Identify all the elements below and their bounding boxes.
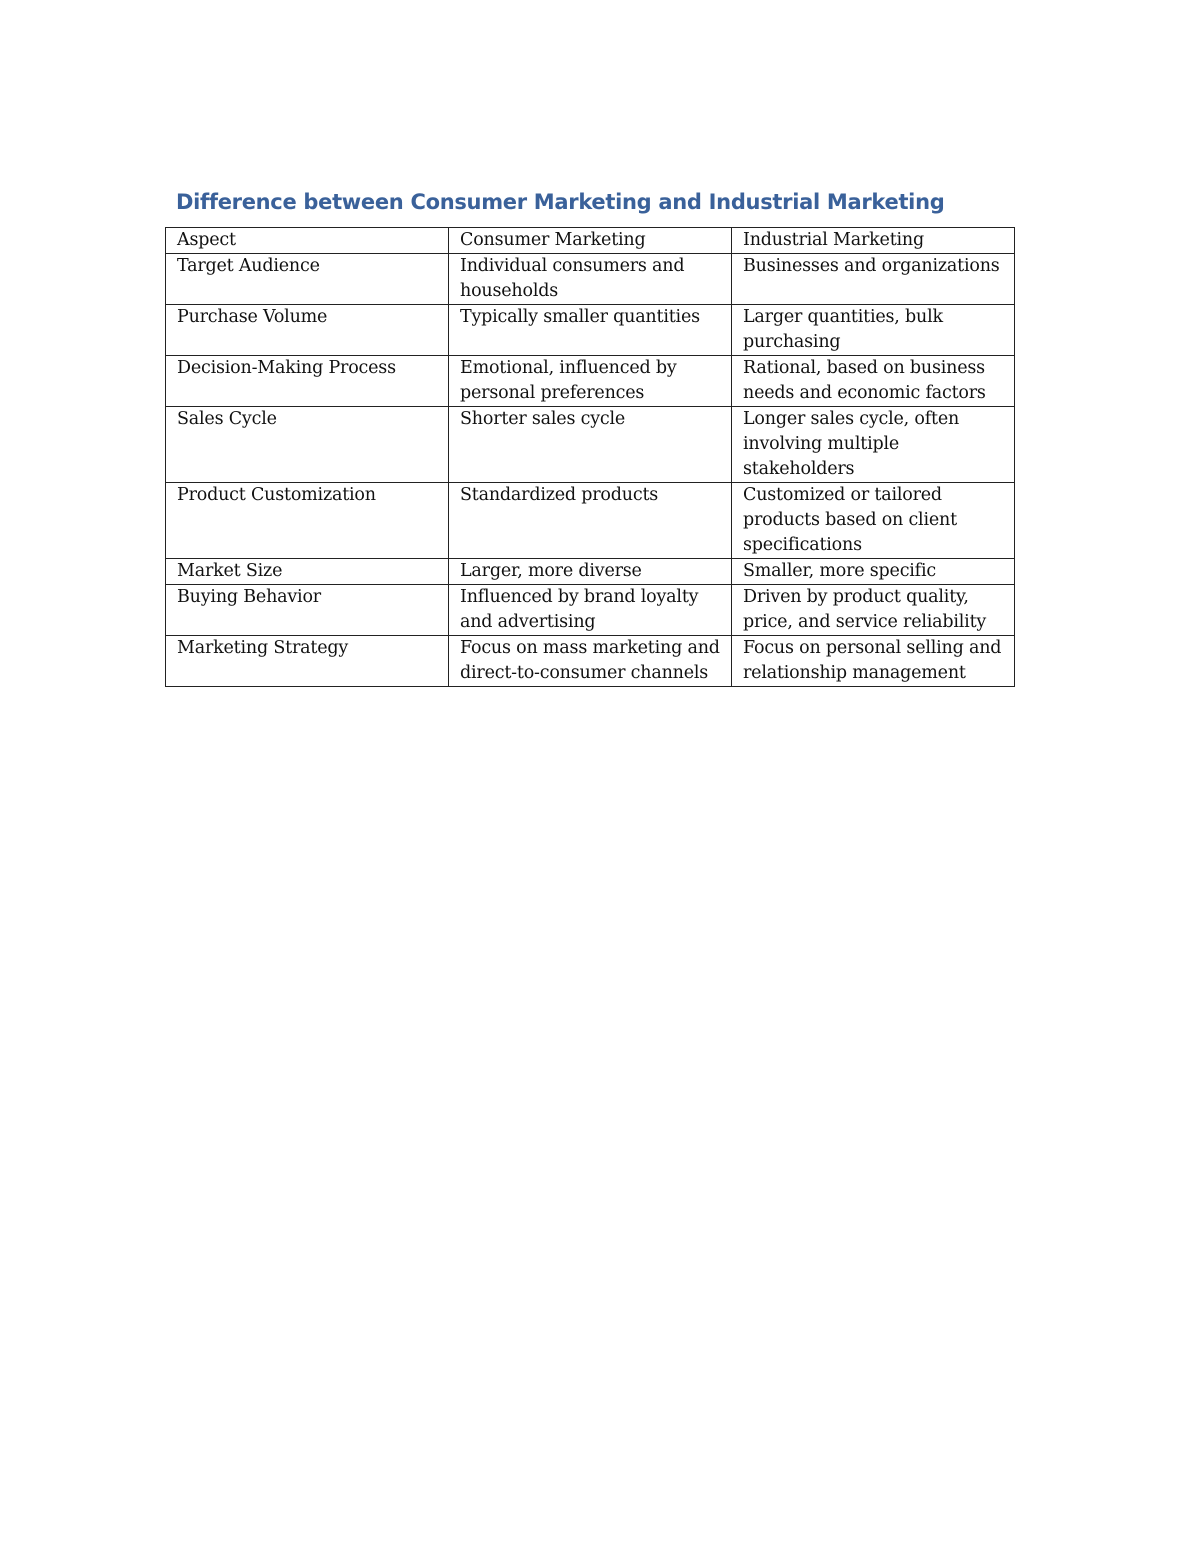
table-row <box>166 254 1015 305</box>
table-cell-aspect: Decision-Making Process <box>166 356 449 407</box>
table-row <box>166 559 1015 585</box>
table-header-row <box>166 228 1015 254</box>
table-row <box>166 407 1015 483</box>
table-cell-aspect: Buying Behavior <box>166 585 449 636</box>
table-row <box>166 356 1015 407</box>
table-cell-industrial: Businesses and organizations <box>732 254 1015 305</box>
table-row <box>166 483 1015 559</box>
table-cell-aspect: Market Size <box>166 559 449 585</box>
comparison-table <box>165 227 1015 687</box>
table-cell-industrial: Larger quantities, bulk purchasing <box>732 305 1015 356</box>
header-cell-consumer-marketing: Consumer Marketing <box>449 228 732 254</box>
table-cell-industrial: Smaller, more specific <box>732 559 1015 585</box>
table-cell-industrial: Customized or tailored products based on client specifications <box>732 483 1015 559</box>
table-cell-aspect: Marketing Strategy <box>166 636 449 687</box>
table-cell-consumer: Larger, more diverse <box>449 559 732 585</box>
table-cell-consumer: Standardized products <box>449 483 732 559</box>
table-cell-industrial: Longer sales cycle, often involving multiple stakeholders <box>732 407 1015 483</box>
table-cell-aspect: Purchase Volume <box>166 305 449 356</box>
table-row <box>166 585 1015 636</box>
header-cell-industrial-marketing: Industrial Marketing <box>732 228 1015 254</box>
document-title: Difference between Consumer Marketing and Industrial Marketing <box>176 190 945 214</box>
table-cell-consumer: Emotional, influenced by personal preferences <box>449 356 732 407</box>
table-row <box>166 305 1015 356</box>
table-cell-industrial: Rational, based on business needs and economic factors <box>732 356 1015 407</box>
table-cell-consumer: Typically smaller quantities <box>449 305 732 356</box>
header-cell-aspect: Aspect <box>166 228 449 254</box>
table-cell-industrial: Focus on personal selling and relationship management <box>732 636 1015 687</box>
table-cell-aspect: Target Audience <box>166 254 449 305</box>
table-cell-industrial: Driven by product quality, price, and service reliability <box>732 585 1015 636</box>
table-cell-consumer: Focus on mass marketing and direct-to-consumer channels <box>449 636 732 687</box>
table-row <box>166 636 1015 687</box>
table-cell-aspect: Product Customization <box>166 483 449 559</box>
table-cell-aspect: Sales Cycle <box>166 407 449 483</box>
table-cell-consumer: Shorter sales cycle <box>449 407 732 483</box>
table-cell-consumer: Individual consumers and households <box>449 254 732 305</box>
table-cell-consumer: Influenced by brand loyalty and advertising <box>449 585 732 636</box>
